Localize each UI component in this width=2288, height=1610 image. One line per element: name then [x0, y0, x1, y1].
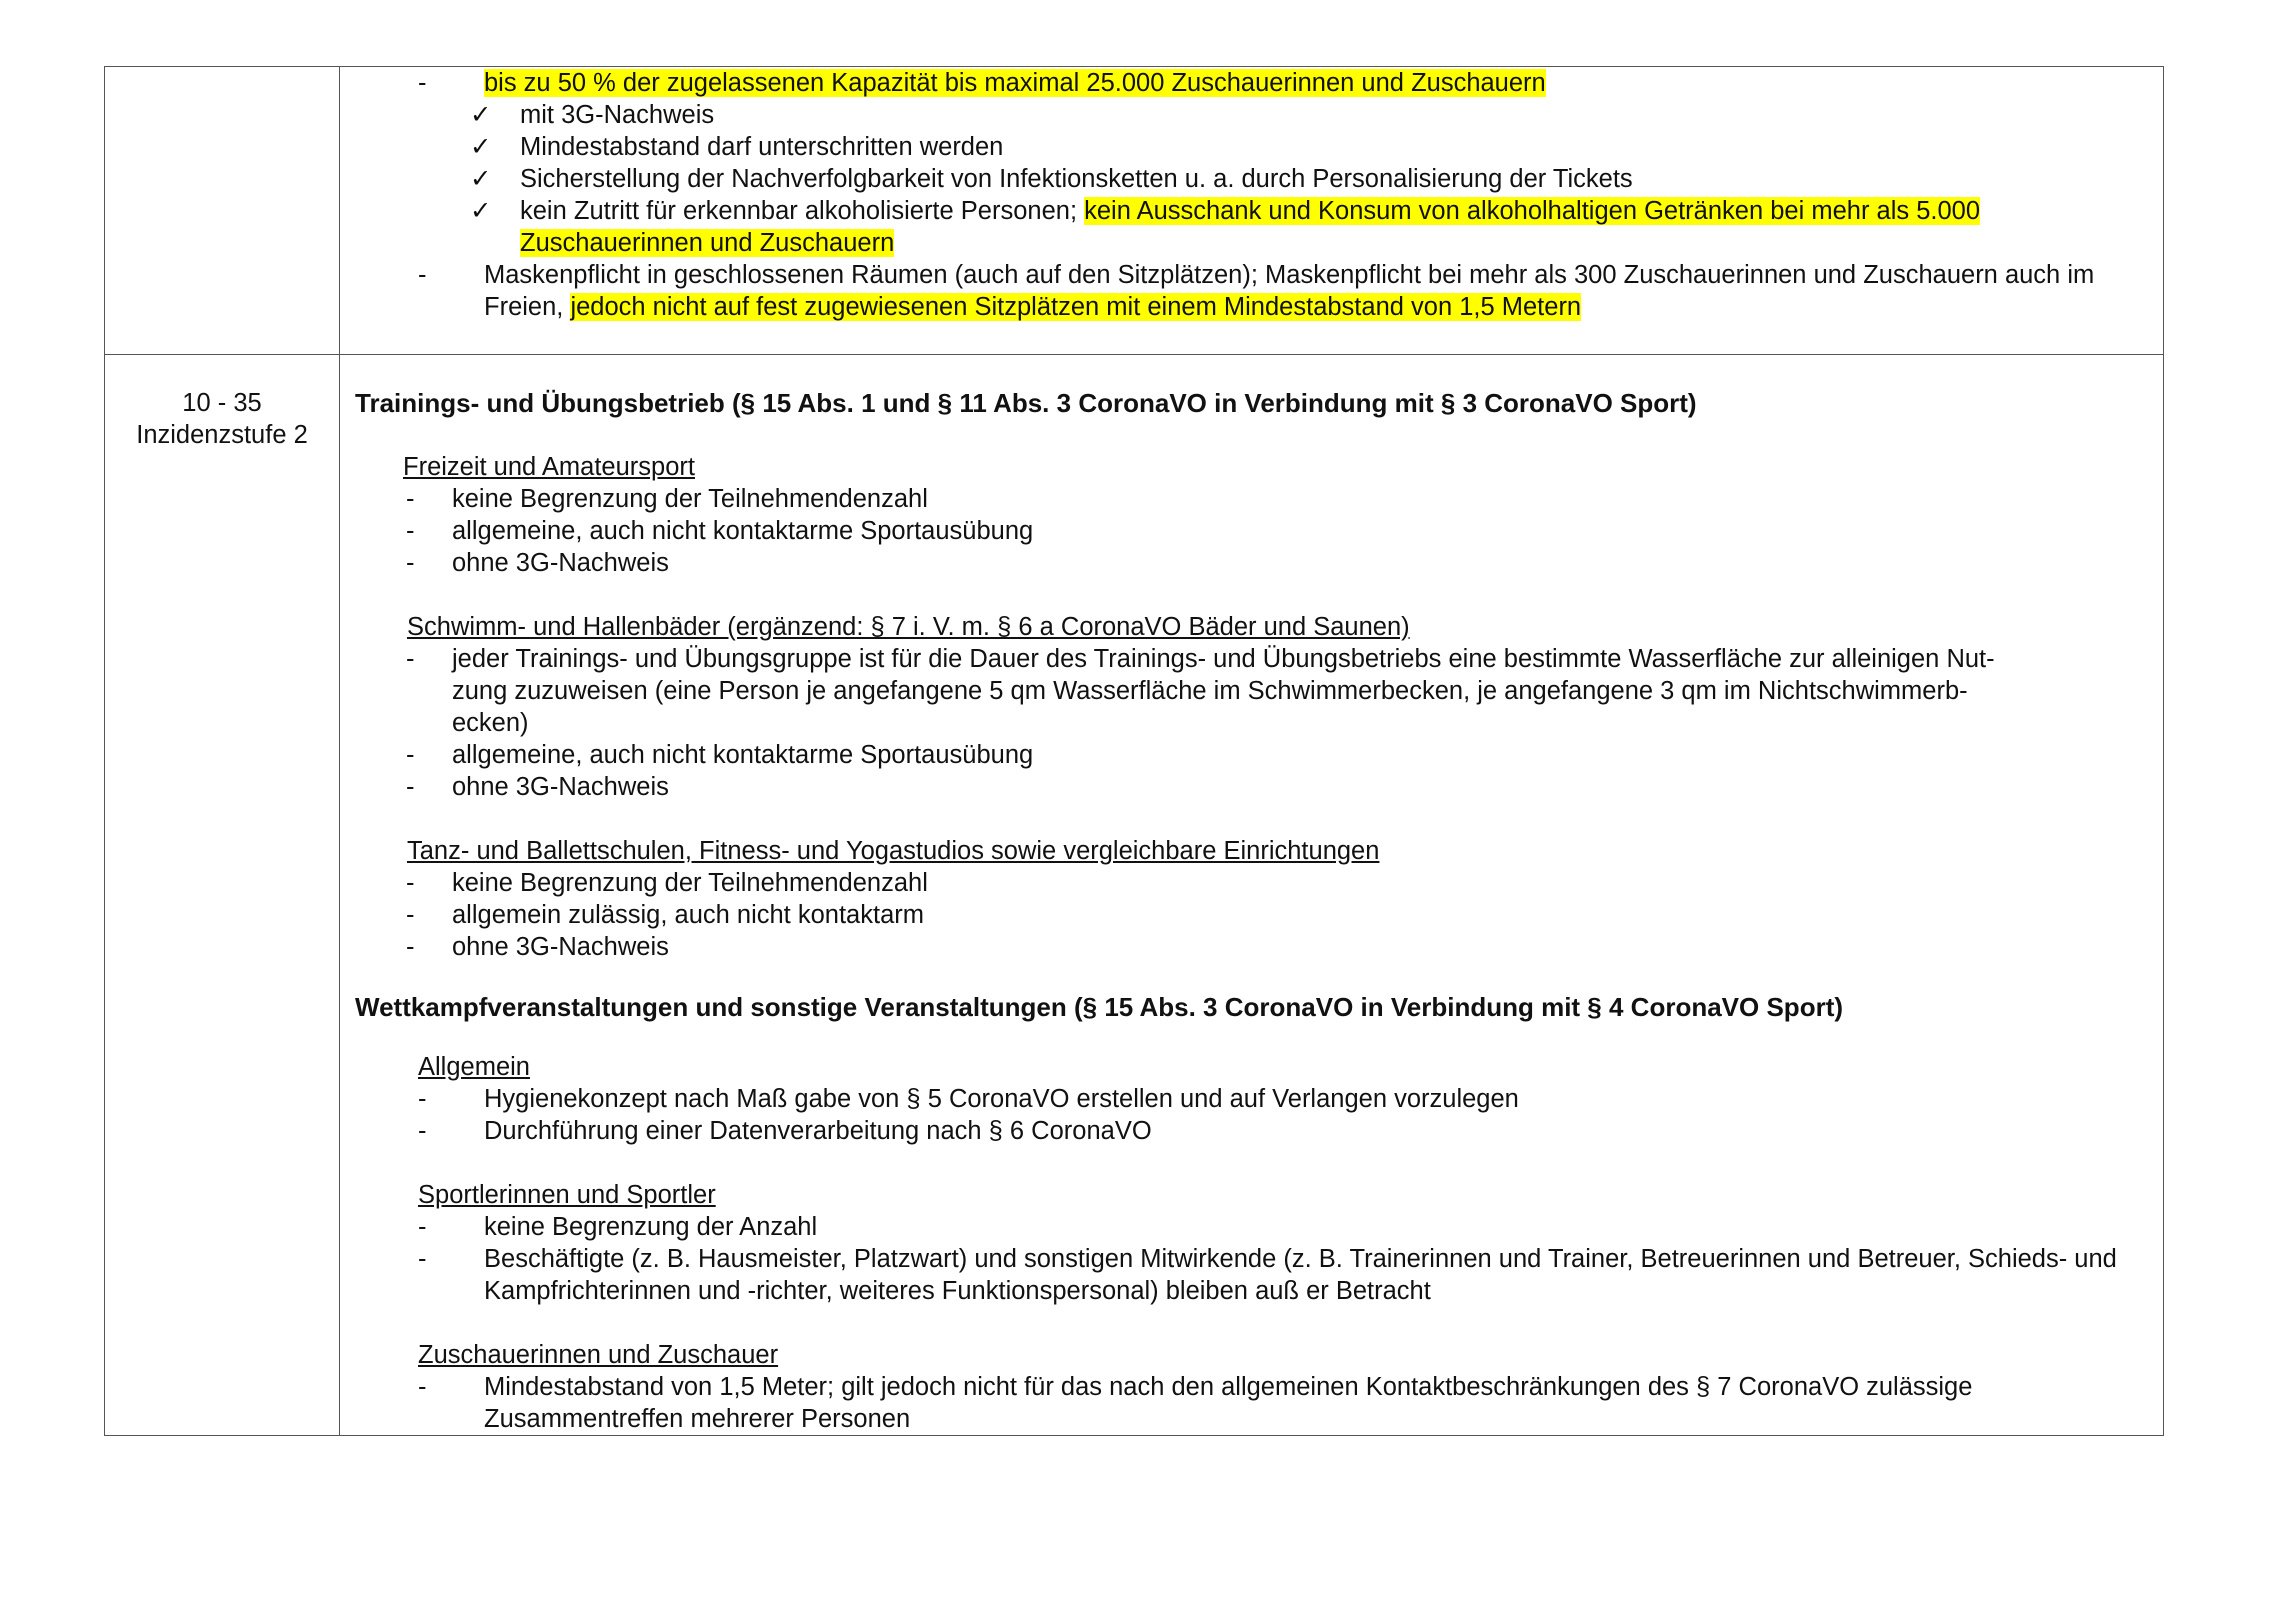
- dash-bullet: -: [418, 69, 427, 97]
- rules-cell: [340, 67, 2164, 355]
- list-item: - Hygienekonzept nach Maß gabe von § 5 CoronaVO erstellen und auf Verlangen vorzulegen: [418, 1085, 1519, 1113]
- list-item: - Mindestabstand von 1,5 Meter; gilt jedoch nicht für das nach den allgemeinen Kontaktbeschränkungen des § 7 CoronaVO zulässige Zusammentreffen mehrerer Personen: [418, 1373, 1973, 1433]
- incidence-level: Inzidenzstufe 2: [136, 421, 308, 449]
- subsection-title: Allgemein: [418, 1053, 530, 1081]
- list-item: - ohne 3G-Nachweis: [406, 933, 669, 961]
- incidence-range: 10 - 35: [182, 389, 262, 417]
- subsection-title: Tanz- und Ballettschulen, Fitness- und Yogastudios sowie vergleichbare Einrichtungen: [407, 837, 1380, 865]
- list-item: - keine Begrenzung der Teilnehmendenzahl: [406, 869, 928, 897]
- check-icon: ✓: [470, 165, 492, 193]
- level-cell-empty: [105, 67, 340, 355]
- check-item: ✓ Mindestabstand darf unterschritten werden: [470, 133, 1004, 161]
- list-item: - allgemeine, auch nicht kontaktarme Sportausübung: [406, 517, 1034, 545]
- table-row: [105, 67, 2164, 355]
- subsection-title: Sportlerinnen und Sportler: [418, 1181, 716, 1209]
- subsection-title: Zuschauerinnen und Zuschauer: [418, 1341, 779, 1369]
- list-item: [340, 67, 2163, 99]
- check-item: ✓ kein Zutritt für erkennbar alkoholisierte Personen; kein Ausschank und Konsum von alkoholhaltigen Getränken bei mehr als 5.000 Zuschauerinnen und Zuschauern: [470, 197, 1981, 257]
- section-heading: Wettkampfveranstaltungen und sonstige Veranstaltungen (§ 15 Abs. 3 CoronaVO in Verbindung mit § 4 CoronaVO Sport): [355, 992, 1844, 1022]
- list-item: - Maskenpflicht in geschlossenen Räumen (auch auf den Sitzplätzen); Maskenpflicht bei mehr als 300 Zuschauerinnen und Zuschauern auch im Freien, jedoch nicht auf fest zugewiesenen Sitzplätzen mit einem Mindestabstand von 1,5 Metern: [418, 261, 2095, 321]
- check-icon: ✓: [470, 133, 492, 161]
- list-item: - allgemeine, auch nicht kontaktarme Sportausübung: [406, 741, 1034, 769]
- check-icon: ✓: [470, 101, 492, 129]
- rules-table: [104, 66, 2164, 1436]
- list-item: - allgemein zulässig, auch nicht kontaktarm: [406, 901, 924, 929]
- list-item: - ohne 3G-Nachweis: [406, 549, 669, 577]
- list-item: - Durchführung einer Datenverarbeitung nach § 6 CoronaVO: [418, 1117, 1152, 1145]
- list-item: - ohne 3G-Nachweis: [406, 773, 669, 801]
- check-icon: ✓: [470, 197, 492, 225]
- check-item: ✓ Sicherstellung der Nachverfolgbarkeit von Infektionsketten u. a. durch Personalisierung der Tickets: [470, 165, 1633, 193]
- rules-cell: [340, 355, 2164, 1436]
- subsection-title: Schwimm- und Hallenbäder (ergänzend: § 7 i. V. m. § 6 a CoronaVO Bäder und Saunen): [407, 613, 1410, 641]
- check-item: ✓ mit 3G-Nachweis: [470, 101, 715, 129]
- dash-bullet: -: [418, 261, 427, 289]
- subsection-title: Freizeit und Amateursport: [403, 453, 695, 481]
- list-item: - keine Begrenzung der Anzahl: [418, 1213, 818, 1241]
- highlighted-text: jedoch nicht auf fest zugewiesenen Sitzplätzen mit einem Mindestabstand von 1,5 Metern: [570, 293, 1582, 321]
- highlighted-text: kein Ausschank und Konsum von alkoholhaltigen Getränken bei mehr als 5.000 Zuschauerinnen und Zuschauern: [520, 197, 1981, 257]
- list-item: - jeder Trainings- und Übungsgruppe ist für die Dauer des Trainings- und Übungsbetriebs eine bestimmte Wasserfläche zur alleinigen Nut- zung zuzuweisen (eine Person je angefangene 5 qm Wasserfläche im Schwimmerbecken, je angefangene 3 qm im Nichtschwimmerb- ecken): [406, 645, 1995, 737]
- list-item: - keine Begrenzung der Teilnehmendenzahl: [406, 485, 928, 513]
- section-heading: Trainings- und Übungsbetrieb (§ 15 Abs. 1 und § 11 Abs. 3 CoronaVO in Verbindung mit § 3 CoronaVO Sport): [355, 388, 1697, 418]
- list-item: - Beschäftigte (z. B. Hausmeister, Platzwart) und sonstigen Mitwirkende (z. B. Trainerinnen und Trainer, Betreuerinnen und Betreuer, Schieds- und Kampfrichterinnen und -richter, weiteres Funktionspersonal) bleiben auß er Betracht: [418, 1245, 2117, 1305]
- highlighted-text: bis zu 50 % der zugelassenen Kapazität bis maximal 25.000 Zuschauerinnen und Zuschauern: [484, 69, 1546, 97]
- table-row: [105, 355, 2164, 1436]
- level-cell: [105, 355, 340, 1436]
